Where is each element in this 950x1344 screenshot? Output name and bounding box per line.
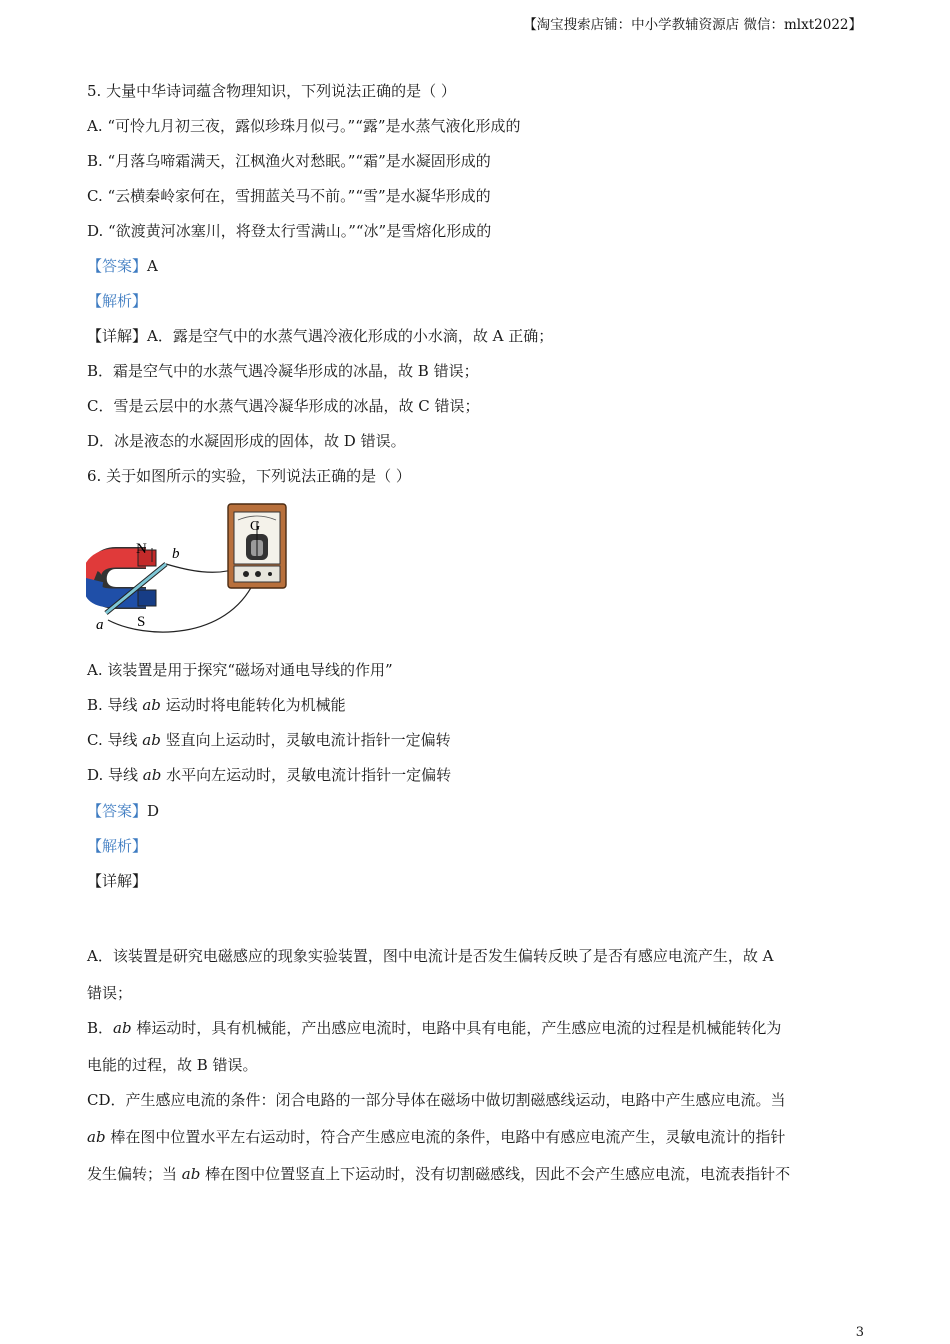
experiment-figure bbox=[86, 500, 296, 640]
ab-symbol: ab bbox=[181, 1165, 201, 1183]
q6-answer bbox=[87, 801, 159, 821]
answer-tag: 【答案】 bbox=[87, 802, 148, 820]
answer-value: A bbox=[147, 257, 158, 275]
detail-tag: 【详解】 bbox=[87, 327, 148, 345]
q6-detail-7 bbox=[87, 1164, 790, 1184]
ab-symbol: ab bbox=[142, 731, 161, 749]
detail-text: 电能的过程，故 B 错误。 bbox=[87, 1056, 258, 1074]
label-b: b bbox=[172, 546, 180, 562]
electromagnetic-induction-diagram bbox=[86, 500, 296, 640]
q6-detail-5 bbox=[87, 1090, 786, 1110]
q5-option-d: D. “欲渡黄河冰塞川，将登太行雪满山。”“冰”是雪熔化形成的 bbox=[87, 222, 492, 240]
q5-option-b: B. “月落乌啼霜满天，江枫渔火对愁眠。”“霜”是水凝固形成的 bbox=[87, 152, 491, 170]
page-number: 3 bbox=[855, 1325, 864, 1340]
label-g: G bbox=[250, 519, 261, 534]
south-pole-face bbox=[138, 590, 156, 606]
q6-detail-4 bbox=[87, 1055, 258, 1075]
q6-detail-2 bbox=[87, 983, 132, 1003]
q6-option-c bbox=[87, 730, 451, 750]
q6-stem: 6. 关于如图所示的实验，下列说法正确的是（ ） bbox=[87, 467, 411, 485]
q5-detail-4: D．冰是液态的水凝固形成的固体，故 D 错误。 bbox=[87, 432, 406, 450]
option-text: A. 该装置是用于探究“磁场对通电导线的作用” bbox=[87, 661, 393, 679]
option-text: D. 导线 bbox=[87, 766, 143, 784]
q5-stem: 5. 大量中华诗词蕴含物理知识，下列说法正确的是（ ） bbox=[87, 82, 456, 100]
terminal-middle bbox=[255, 571, 261, 577]
q6-option-d bbox=[87, 765, 451, 785]
option-text: C. 导线 bbox=[87, 731, 143, 749]
detail-text: 棒在图中位置竖直上下运动时，没有切割磁感线，因此不会产生感应电流，电流表指针不 bbox=[200, 1165, 791, 1183]
detail-text: 错误； bbox=[87, 984, 133, 1002]
q5-option-c: C. “云横秦岭家何在，雪拥蓝关马不前。”“雪”是水凝华形成的 bbox=[87, 187, 491, 205]
detail-text: 发生偏转；当 bbox=[87, 1165, 182, 1183]
ab-symbol: ab bbox=[142, 766, 162, 784]
q6-option-a bbox=[87, 660, 393, 680]
option-text: B. 导线 bbox=[87, 696, 143, 714]
label-n: N bbox=[136, 541, 147, 557]
label-a: a bbox=[96, 617, 104, 633]
detail-text: 棒运动时，具有机械能，产出感应电流时，电路中具有电能，产生感应电流的过程是机械能转化为 bbox=[131, 1019, 782, 1037]
option-text: 运动时将电能转化为机械能 bbox=[160, 696, 346, 714]
ab-symbol: ab bbox=[142, 696, 161, 714]
q5-analysis-tag: 【解析】 bbox=[87, 292, 148, 310]
detail-text: A．露是空气中的水蒸气遇冷液化形成的小水滴，故 A 正确； bbox=[147, 327, 554, 345]
q6-detail-6 bbox=[87, 1127, 785, 1147]
q6-detail-3 bbox=[87, 1018, 781, 1038]
detail-text: 棒在图中位置水平左右运动时，符合产生感应电流的条件，电路中有感应电流产生，灵敏电流计的指针 bbox=[105, 1128, 786, 1146]
q6-detail-1 bbox=[87, 946, 773, 966]
q5-detail-3: C．雪是云层中的水蒸气遇冷凝华形成的冰晶，故 C 错误； bbox=[87, 397, 480, 415]
option-text: 竖直向上运动时，灵敏电流计指针一定偏转 bbox=[160, 731, 451, 749]
page-header: 【淘宝搜索店铺：中小学教辅资源店 微信：mlxt2022】 bbox=[523, 17, 862, 33]
option-text: 水平向左运动时，灵敏电流计指针一定偏转 bbox=[161, 766, 452, 784]
q5-detail-1 bbox=[87, 326, 553, 346]
answer-tag: 【答案】 bbox=[87, 257, 148, 275]
q5-answer bbox=[87, 256, 158, 276]
q6-option-b bbox=[87, 695, 346, 715]
terminal-right bbox=[268, 572, 272, 576]
ab-symbol: ab bbox=[113, 1019, 132, 1037]
detail-text: CD．产生感应电流的条件：闭合电路的一部分导体在磁场中做切割磁感线运动，电路中产生感应电流。当 bbox=[87, 1091, 786, 1109]
answer-value: D bbox=[147, 802, 160, 820]
q5-option-a: A. “可怜九月初三夜，露似珍珠月似弓。”“露”是水蒸气液化形成的 bbox=[87, 117, 521, 135]
terminal-left bbox=[243, 571, 249, 577]
detail-text: A．该装置是研究电磁感应的现象实验装置，图中电流计是否发生偏转反映了是否有感应电流产生，故 A bbox=[87, 947, 774, 965]
q6-analysis-tag: 【解析】 bbox=[87, 837, 148, 855]
detail-text: B． bbox=[87, 1019, 114, 1037]
q6-detail-tag: 【详解】 bbox=[87, 872, 148, 890]
q5-detail-2: B．霜是空气中的水蒸气遇冷凝华形成的冰晶，故 B 错误； bbox=[87, 362, 479, 380]
ab-symbol: ab bbox=[87, 1128, 106, 1146]
label-s: S bbox=[137, 614, 146, 630]
